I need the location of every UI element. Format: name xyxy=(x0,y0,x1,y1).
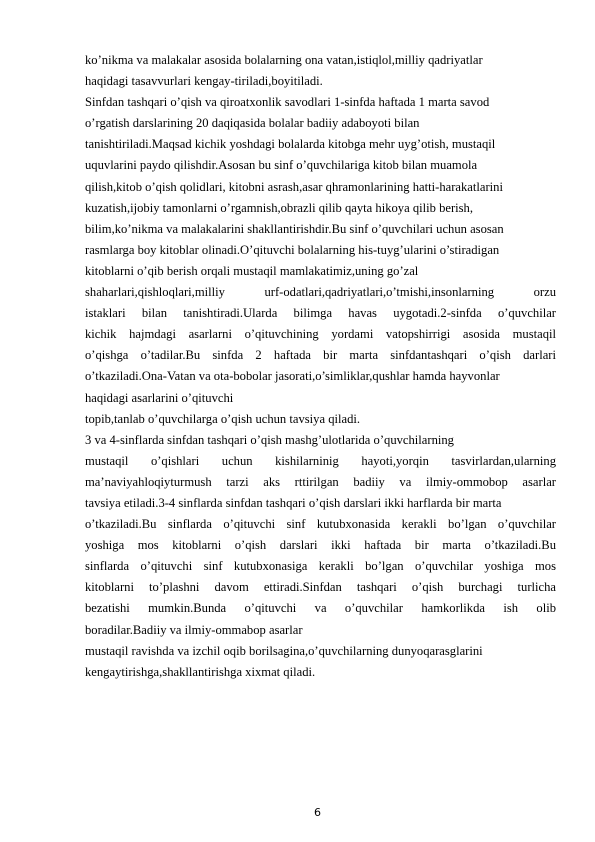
text-line: Sinfdan tashqari o’qish va qiroatxonlik savodlari 1-sinfda haftada 1 marta savod xyxy=(85,95,490,110)
text-line: kitoblarni o’qib berish orqali mustaqil mamlakatimiz,uning go’zal xyxy=(85,263,419,278)
text-line: istaklari bilan tanishtiradi.Ularda bilimga havas uygotadi.2-sinfda o’quvchilar xyxy=(85,306,556,321)
text-line: haqidagi tasavvurlari kengay-tiriladi,boyitiladi. xyxy=(85,74,323,89)
text-line: kitoblarni to’plashni davom ettiradi.Sinfdan tashqari o’qish burchagi turlicha xyxy=(85,580,556,595)
text-line: boradilar.Badiiy va ilmiy-ommabop asarlar xyxy=(85,622,303,637)
text-line: o’tkaziladi.Bu sinflarda o’qituvchi sinf kutubxonasida kerakli bo’lgan o’quvchilar xyxy=(85,517,556,532)
text-line: mustaqil o’qishlari uchun kishilarninig hayoti,yorqin tasvirlardan,ularning xyxy=(85,453,556,468)
text-line: bilim,ko’nikma va malakalarini shakllantirishdir.Bu sinf o’quvchilari uchun asosan xyxy=(85,221,504,236)
body-text xyxy=(85,50,556,683)
text-line: kuzatish,ijobiy tamonlarni o’rgamnish,obrazli qilib qayta hikoya qilib berish, xyxy=(85,200,474,215)
text-line: mustaqil ravishda va izchil oqib borilsagina,o’quvchilarning dunyoqarasglarini xyxy=(85,643,483,658)
text-line: bezatishi mumkin.Bunda o’qituvchi va o’quvchilar hamkorlikda ish olib xyxy=(85,601,556,616)
text-line: o’rgatish darslarining 20 daqiqasida bolalar badiiy adaboyoti bilan xyxy=(85,116,420,131)
text-line: o’tkaziladi.Ona-Vatan va ota-bobolar jasorati,o’simliklar,qushlar hamda hayvonlar xyxy=(85,369,500,384)
text-line: qilish,kitob o’qish qolidlari, kitobni asrash,asar qhramonlarining hatti-harakatlarini xyxy=(85,179,503,194)
text-line: o’qishga o’tadilar.Bu sinfda 2 haftada bir marta sinfdantashqari o’qish darlari xyxy=(85,348,556,363)
text-line: rasmlarga boy kitoblar olinadi.O’qituvchi bolalarning his-tuyg’ularini o’stiradigan xyxy=(85,242,500,257)
text-line: ma’naviyahloqiyturmush tarzi aks rttirilgan badiiy va ilmiy-ommobop asarlar xyxy=(85,474,556,489)
text-line: kengaytirishga,shakllantirishga xixmat qiladi. xyxy=(85,664,316,679)
text-line: tavsiya etiladi.3-4 sinflarda sinfdan tashqari o’qish darslari ikki harflarda bir marta xyxy=(85,495,502,510)
text-line: kichik hajmdagi asarlarni o’qituvchining yordami vatopshirrigi asosida mustaqil xyxy=(85,327,556,342)
text-line: sinflarda o’qituvchi sinf kutubxonasiga kerakli bo’lgan o’quvchilar yoshiga mos xyxy=(85,559,556,574)
text-line: yoshiga mos kitoblarni o’qish darslari ikki haftada bir marta o’tkaziladi.Bu xyxy=(85,538,556,553)
text-line: 3 va 4-sinflarda sinfdan tashqari o’qish mashg’ulotlarida o’quvchilarning xyxy=(85,432,454,447)
text-line: ko’nikma va malakalar asosida bolalarning ona vatan,istiqlol,milliy qadriyatlar xyxy=(85,53,483,67)
text-line: uquvlarini paydo qilishdir.Asosan bu sinf o’quvchilariga kitob bilan muamola xyxy=(85,158,478,173)
text-line: shaharlari,qishloqlari,milliy urf-odatlari,qadriyatlari,o’tmishi,insonlarning orzu xyxy=(85,285,556,300)
page-number: 6 xyxy=(314,806,321,819)
text-line: topib,tanlab o’quvchilarga o’qish uchun tavsiya qiladi. xyxy=(85,411,361,426)
text-line: haqidagi asarlarini o’qituvchi xyxy=(85,390,234,405)
text-line: tanishtiriladi.Maqsad kichik yoshdagi bolalarda kitobga mehr uyg’otish, mustaqil xyxy=(85,137,496,152)
